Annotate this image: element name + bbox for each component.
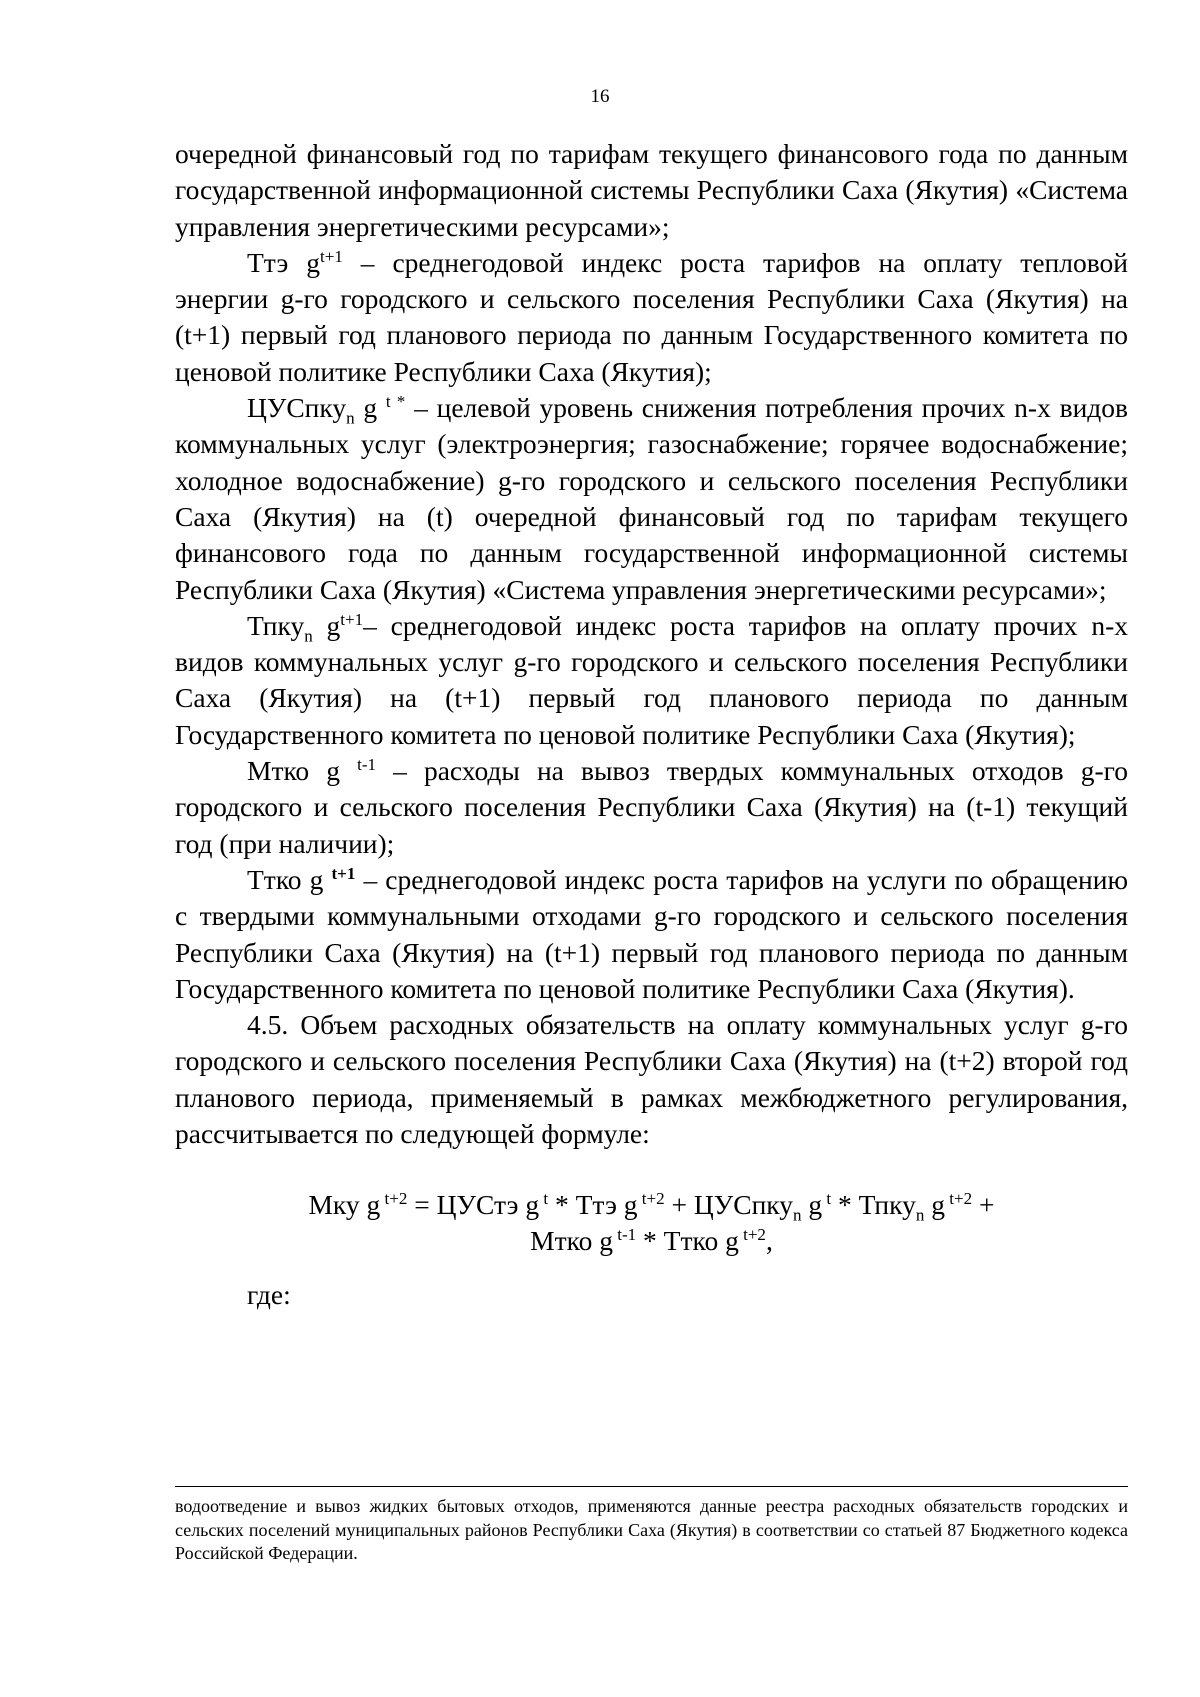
text-run: 4.5. Объем расходных обязательств на оплату коммунальных услуг g-го городского и сельского поселения Республики Саха (Якутия) на (t+2) второй год планового периода, применяемый в рамках межбюджетного регулирования, рассчитывается по следующей формуле:: [175, 1009, 1128, 1150]
document-body: [175, 136, 1128, 1314]
paragraph-continuation: [175, 136, 1128, 245]
footnote-text: водоотведение и вывоз жидких бытовых отходов, применяются данные реестра расходных обязательств городских и сельских поселений муниципальных районов Республики Саха (Якутия) в соответствии со статьей 87 Бюджетного кодекса Российской Федерации.: [175, 1496, 1128, 1563]
text-run: – среднегодовой индекс роста тарифов на оплату тепловой энергии g-го городского и сельского поселения Республики Саха (Якутия) на (t+1) первый год планового периода по данным Государственного комитета по ценовой политике Республики Саха (Якутия);: [175, 246, 1128, 387]
formula-block: [175, 1187, 1128, 1259]
superscript-index: t-1: [357, 754, 377, 774]
text-run: g: [801, 1189, 823, 1221]
text-run: * Тпку: [831, 1189, 916, 1221]
text-run: +: [972, 1189, 995, 1221]
text-run: Ттэ g: [247, 246, 320, 278]
page-number: 16: [590, 86, 610, 107]
text-run: + ЦУСпку: [664, 1189, 794, 1221]
text-run: * Ттэ g: [548, 1189, 638, 1221]
subscript-index: n: [346, 408, 355, 428]
text-run: – среднегодовой индекс роста тарифов на услуги по обращению с твердыми коммунальными отходами g-го городского и сельского поселения Республики Саха (Якутия) на (t+1) первый год планового периода по данным Государственного комитета по ценовой политике Республики Саха (Якутия).: [175, 863, 1129, 1004]
text-run: Мку g: [308, 1189, 381, 1221]
section-4-5-paragraph: [175, 1007, 1128, 1152]
superscript-index: t+2: [380, 1189, 408, 1209]
subscript-index: n: [793, 1205, 802, 1225]
subscript-index: n: [915, 1205, 925, 1225]
definition-tpku-index: [175, 608, 1128, 753]
text-run: g: [312, 609, 341, 641]
footnote-separator: [175, 1486, 1128, 1487]
subscript-index: n: [304, 626, 313, 646]
definition-cuspku-target: [175, 390, 1128, 608]
superscript-index: t+2: [945, 1189, 973, 1209]
text-run: – целевой уровень снижения потребления прочих n-х видов коммунальных услуг (электроэнергия; газоснабжение; горячее водоснабжение; холодное водоснабжение) g-го городского и сельского поселения Республики Саха (Якутия) на (t) очередной финансовый год по тарифам текущего финансового года по данным государственной информационной системы Республики Саха (Якутия) «Система управления энергетическими ресурсами»;: [175, 392, 1129, 605]
definition-tte-index: [175, 245, 1128, 390]
text-run: очередной финансовый год по тарифам текущего финансового года по данным государственной информационной системы Республики Саха (Якутия) «Система управления энергетическими ресурсами»;: [175, 138, 1128, 242]
text-run: ,: [765, 1225, 773, 1257]
superscript-index: t+2: [738, 1225, 766, 1245]
text-run: ЦУСпку: [247, 392, 347, 424]
superscript-index: t+1: [331, 863, 356, 883]
text-run: = ЦУСтэ g: [407, 1189, 540, 1221]
superscript-index: t+2: [637, 1189, 665, 1209]
superscript-index: t: [822, 1189, 832, 1209]
superscript-index: t+1: [319, 246, 343, 266]
text-run: – среднегодовой индекс роста тарифов на оплату прочих n-х видов коммунальных услуг g-го городского и сельского поселения Республики Саха (Якутия) на (t+1) первый год планового периода по данным Государственного комитета по ценовой политике Республики Саха (Якутия);: [175, 609, 1128, 750]
formula-line-1: [175, 1187, 1128, 1223]
formula-line-2: [175, 1223, 1128, 1259]
text-run: Тпку: [247, 609, 305, 641]
superscript-index: t *: [385, 391, 406, 411]
text-run: Мтко g: [530, 1225, 613, 1257]
superscript-index: t: [539, 1189, 549, 1209]
superscript-index: t+1: [340, 609, 364, 629]
text-run: g: [924, 1189, 946, 1221]
text-run: g: [354, 392, 386, 424]
text-run: Мтко g: [247, 755, 358, 787]
text-run: * Ттко g: [636, 1225, 739, 1257]
definition-ttko-index: [175, 862, 1128, 1007]
definition-mtko-expenses: [175, 753, 1128, 862]
superscript-index: t-1: [612, 1225, 637, 1245]
where-label: где:: [247, 1279, 291, 1311]
text-run: – расходы на вывоз твердых коммунальных отходов g-го городского и сельского поселения Республики Саха (Якутия) на (t-1) текущий год (при наличии);: [175, 755, 1128, 859]
text-run: Ттко g: [247, 863, 332, 895]
